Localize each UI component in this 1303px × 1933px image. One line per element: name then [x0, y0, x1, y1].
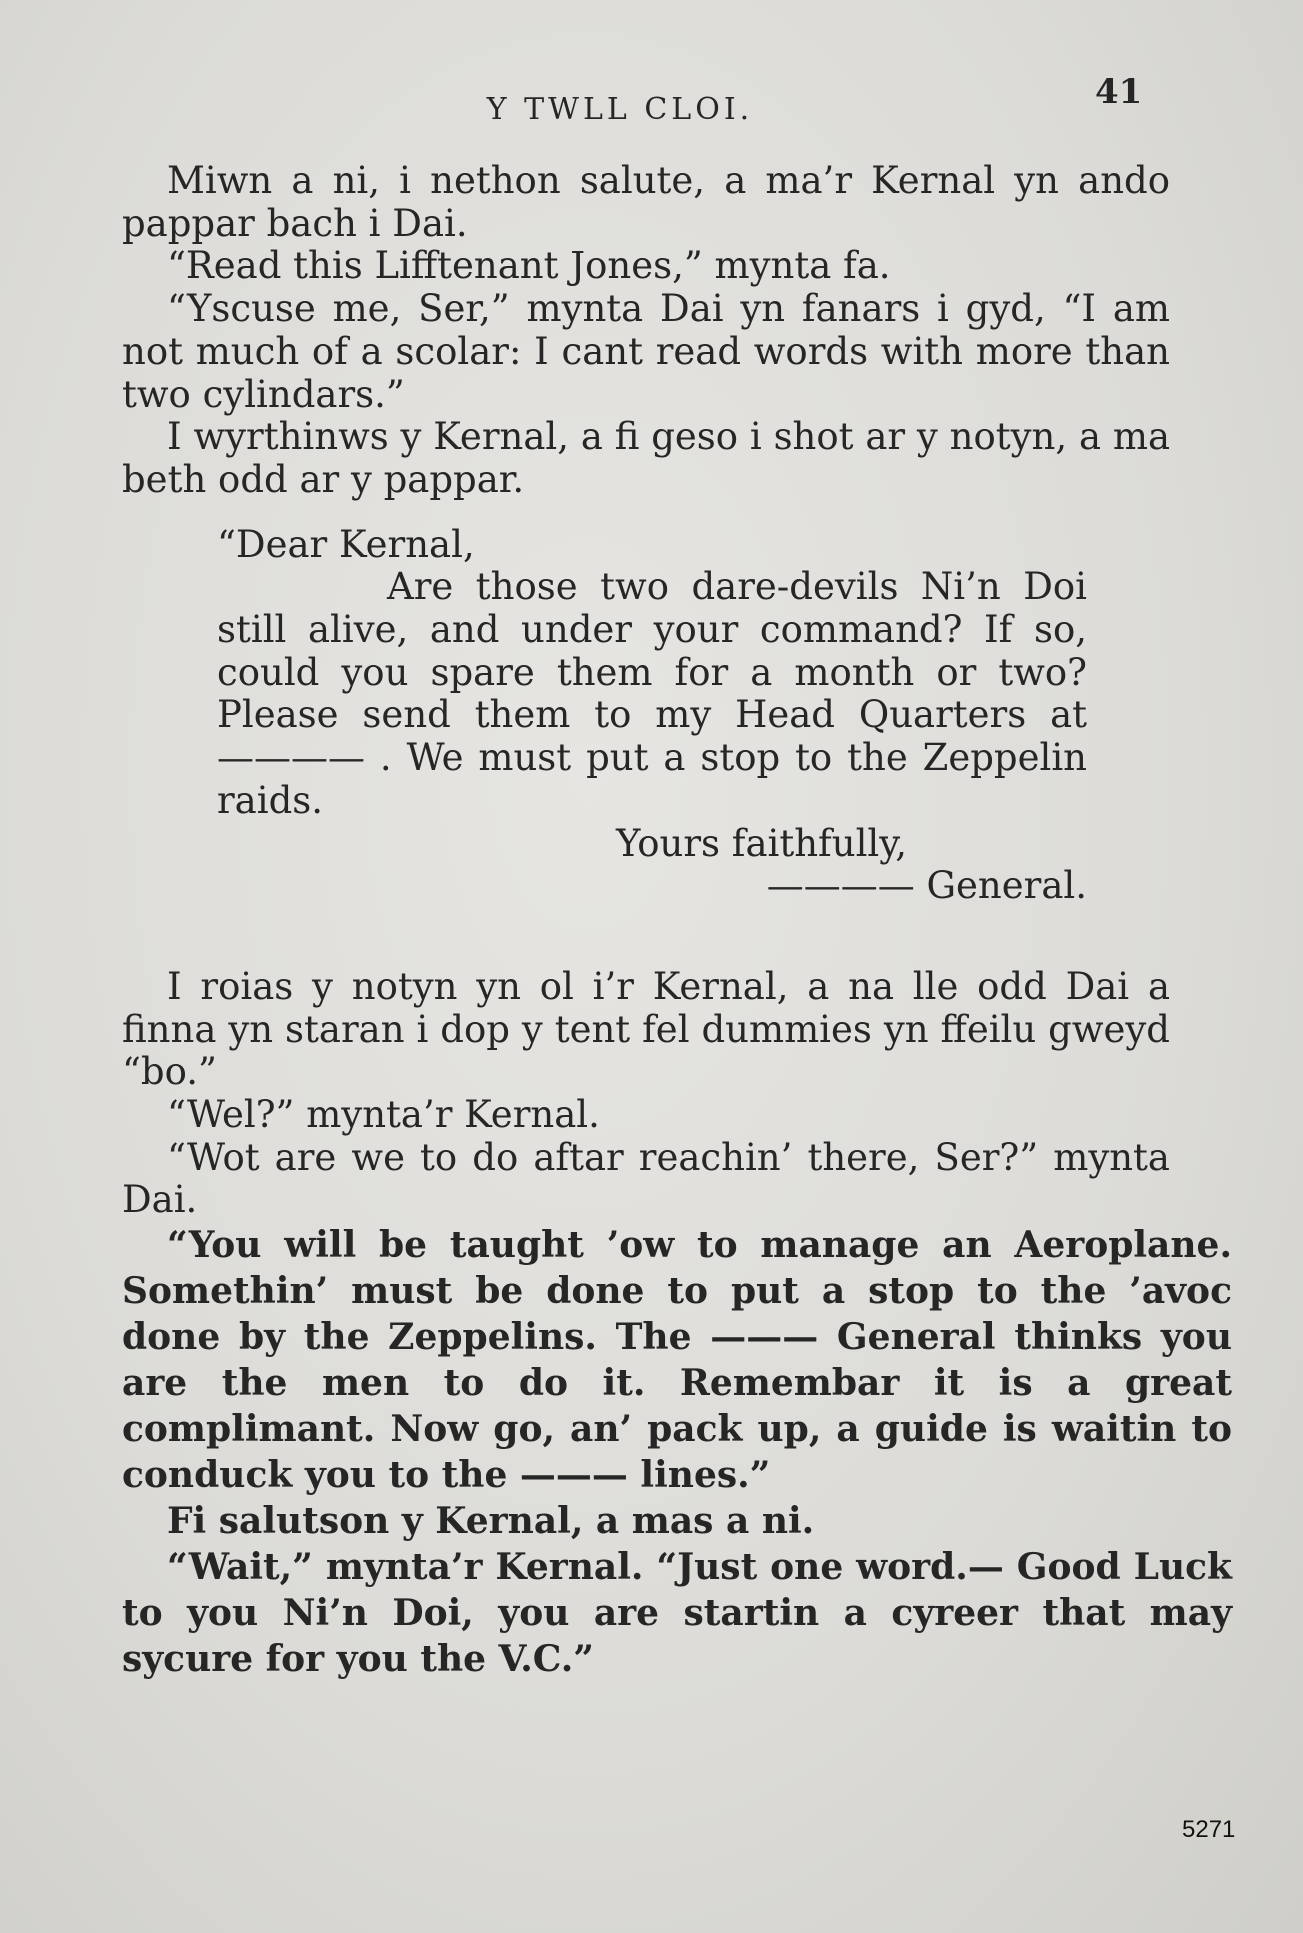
letter-signature: ———— General. — [766, 864, 1087, 908]
running-title: Y TWLL CLOI. — [486, 92, 754, 127]
section-gap — [122, 908, 1170, 966]
paragraph: “Wot are we to do aftar reachin’ there, Ser?” mynta Dai. — [122, 1135, 1170, 1222]
letter-body: Are those two dare-devils Ni’n Doi still alive, and under your command? If so, could you spare them for a month or two? Please send them to my Head Quarters at ———— . We must put a stop to the Zeppelin raids. — [217, 565, 1087, 822]
paragraph: I roias y notyn yn ol i’r Kernal, a na lle odd Dai a finna yn staran i dop y tent fel dummies yn ffeilu gweyd “bo.” — [122, 964, 1170, 1094]
bold-print-section — [122, 1222, 1232, 1682]
letter-salutation: “Dear Kernal, — [217, 522, 475, 566]
paragraph: Fi salutson y Kernal, a mas a ni. — [167, 1500, 815, 1543]
letter-closing: Yours faithfully, — [616, 821, 907, 865]
paragraph: Miwn a ni, i nethon salute, a ma’r Kernal yn ando pappar bach i Dai. — [122, 159, 1170, 245]
accession-number: 5271 — [1182, 1816, 1236, 1843]
paragraph: “You will be taught ’ow to manage an Aeroplane. Somethin’ must be done to put a stop to the ’avoc done by the Zeppelins. The ——— General thinks you are the men to do it. Remembar it is a great complimant. Now go, an’ pack up, a guide is waitin to conduck you to the ——— lines.” — [122, 1224, 1232, 1497]
paragraph: I wyrthinws y Kernal, a fi geso i shot ar y notyn, a ma beth odd ar y pappar. — [122, 415, 1170, 501]
body-text — [122, 159, 1232, 1682]
paragraph: “Read this Lifftenant Jones,” mynta fa. — [167, 244, 891, 288]
paragraph: “Yscuse me, Ser,” mynta Dai yn fanars i gyd, “I am not much of a scolar: I cant read words with more than two cylindars.” — [122, 287, 1170, 416]
quoted-letter — [217, 524, 1087, 908]
paragraph: “Wel?” mynta’r Kernal. — [167, 1093, 600, 1137]
page-number: 41 — [1095, 72, 1143, 112]
paragraph: “Wait,” mynta’r Kernal. “Just one word.— Good Luck to you Ni’n Doi, you are startin a cyreer that may sycure for you the V.C.” — [122, 1546, 1232, 1681]
